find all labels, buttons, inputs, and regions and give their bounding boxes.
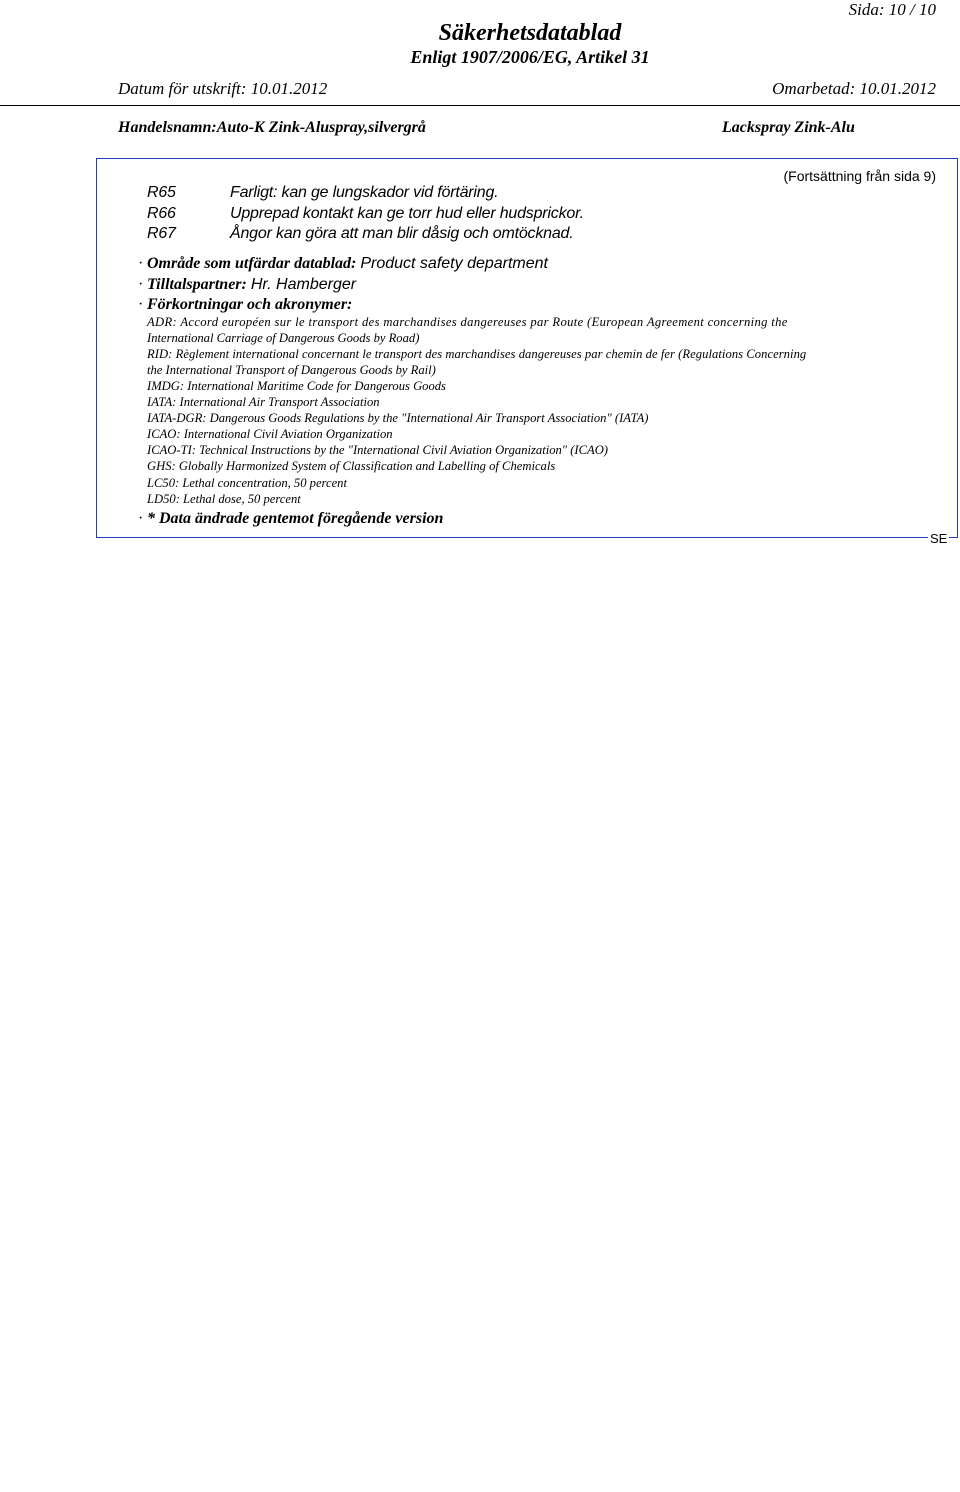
issuing-area-field xyxy=(147,255,548,273)
abbreviation-line: IMDG: International Maritime Code for Dangerous Goods xyxy=(147,379,446,393)
print-date: Datum för utskrift: 10.01.2012 xyxy=(118,79,328,98)
abbreviation-line: ICAO: International Civil Aviation Organization xyxy=(147,427,393,441)
trade-name: Handelsnamn:Auto-K Zink-Aluspray,silvergrå xyxy=(118,119,426,136)
r-phrase-code: R65 xyxy=(147,184,176,201)
bullet-marker: · xyxy=(138,276,144,293)
contact-label: Tilltalspartner: xyxy=(147,276,247,293)
contact-field xyxy=(147,276,356,294)
abbreviation-line: RID: Règlement international concernant le transport des marchandises dangereuses par chemin de fer (Regulations Concerning xyxy=(147,347,807,361)
r-phrase-code: R67 xyxy=(147,225,176,242)
page-number: Sida: 10 / 10 xyxy=(848,0,936,19)
language-code: SE xyxy=(930,531,948,546)
changed-data-note xyxy=(147,510,443,528)
product-name: Lackspray Zink-Alu xyxy=(722,119,855,136)
abbreviation-line: the International Transport of Dangerous Goods by Rail) xyxy=(147,363,436,377)
abbreviation-line: IATA: International Air Transport Association xyxy=(147,395,380,409)
issuing-area-value: Product safety department xyxy=(360,255,548,272)
r-phrase-text: Upprepad kontakt kan ge torr hud eller hudsprickor. xyxy=(230,205,584,222)
abbreviation-line: LC50: Lethal concentration, 50 percent xyxy=(147,476,347,490)
abbreviation-line: International Carriage of Dangerous Goods by Road) xyxy=(147,331,420,345)
revised-date: Omarbetad: 10.01.2012 xyxy=(772,79,936,98)
r-phrase-code: R66 xyxy=(147,205,176,222)
abbreviation-line: LD50: Lethal dose, 50 percent xyxy=(147,492,301,506)
abbreviation-line: IATA-DGR: Dangerous Goods Regulations by the "International Air Transport Association" (IATA) xyxy=(147,411,649,425)
abbreviation-line: ICAO-TI: Technical Instructions by the "International Civil Aviation Organization" (ICAO) xyxy=(147,443,608,457)
issuing-area-label: Område som utfärdar datablad: xyxy=(147,255,357,272)
contact-value: Hr. Hamberger xyxy=(250,276,357,293)
r-phrase-text: Farligt: kan ge lungskador vid förtäring. xyxy=(230,184,499,201)
header-divider xyxy=(0,105,960,106)
bullet-marker: · xyxy=(138,296,144,313)
r-phrase-text: Ångor kan göra att man blir dåsig och omtöcknad. xyxy=(230,225,574,242)
abbreviations-heading xyxy=(147,296,352,314)
abbreviation-line: ADR: Accord européen sur le transport des marchandises dangereuses par Route (European Agreement concerning the xyxy=(147,315,788,329)
bullet-marker: · xyxy=(138,510,144,527)
continued-note: (Fortsättning från sida 9) xyxy=(783,168,936,184)
document-subtitle: Enligt 1907/2006/EG, Artikel 31 xyxy=(410,47,650,67)
document-title: Säkerhetsdatablad xyxy=(438,20,622,46)
bullet-marker: · xyxy=(138,255,144,272)
abbreviation-line: GHS: Globally Harmonized System of Classification and Labelling of Chemicals xyxy=(147,459,556,473)
changed-data-label: * Data ändrade gentemot föregående version xyxy=(147,510,444,527)
abbreviations-label: Förkortningar och akronymer: xyxy=(147,296,353,313)
